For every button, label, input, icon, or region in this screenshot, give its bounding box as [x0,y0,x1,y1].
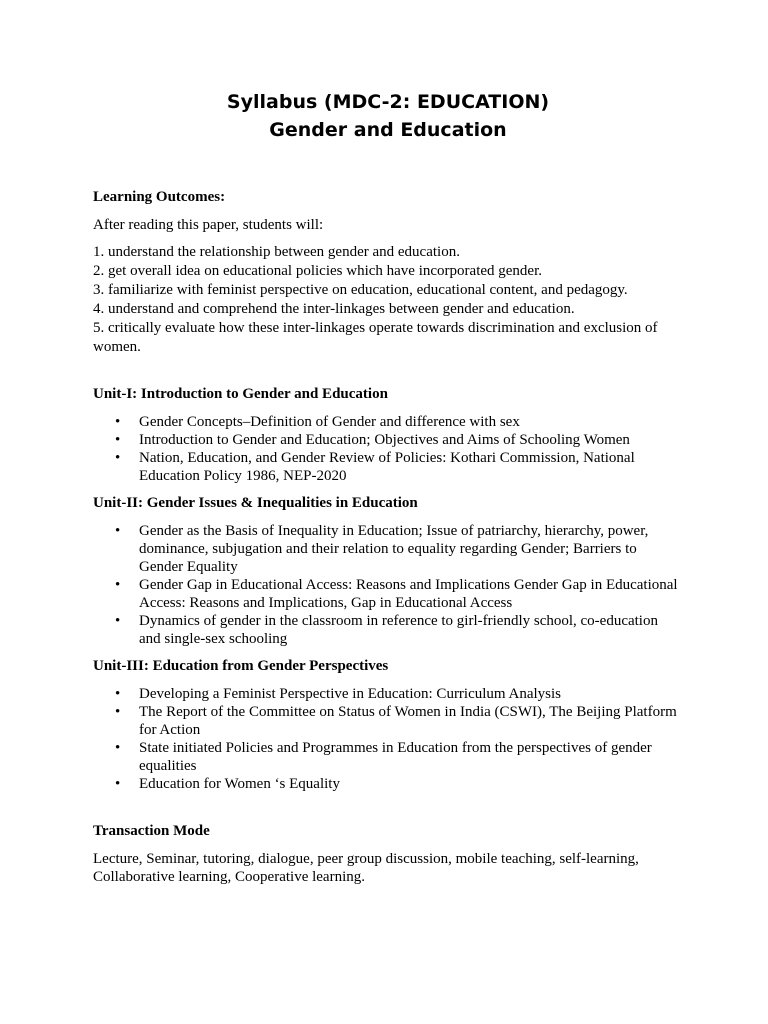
bullet-icon: • [115,577,121,593]
bullet-text: The Report of the Committee on Status of Women in India (CSWI), The Beijing Platform for Action [139,704,677,738]
bullet-icon: • [115,523,121,539]
bullet-icon: • [115,432,121,448]
bullet-icon: • [115,450,121,466]
unit-3-bullets [93,685,683,793]
outcome-item: 2. get overall idea on educational policies which have incorporated gender. [93,263,542,279]
bullet-text: Dynamics of gender in the classroom in reference to girl-friendly school, co-education and single-sex schooling [139,613,658,647]
bullet-icon: • [115,776,121,792]
bullet-text: Gender Gap in Educational Access: Reasons and Implications Gender Gap in Educational Access: Reasons and Implications, Gap in Educational Access [139,577,678,611]
list-item [93,413,683,431]
bullet-icon: • [115,704,121,720]
bullet-text: Nation, Education, and Gender Review of Policies: Kothari Commission, National Education Policy 1986, NEP-2020 [139,450,635,484]
list-item [93,739,683,775]
title-line-1: Syllabus (MDC-2: EDUCATION) [226,91,550,113]
bullet-text: Gender Concepts–Definition of Gender and difference with sex [139,414,520,430]
bullet-icon: • [115,686,121,702]
bullet-text: Introduction to Gender and Education; Objectives and Aims of Schooling Women [139,432,630,448]
unit-2-bullets [93,522,683,648]
bullet-icon: • [115,613,121,629]
unit-3-heading: Unit-III: Education from Gender Perspectives [93,658,389,674]
list-item [93,685,683,703]
bullet-icon: • [115,740,121,756]
list-item [93,449,683,485]
learning-outcomes-intro: After reading this paper, students will: [93,217,324,233]
unit-1-heading: Unit-I: Introduction to Gender and Education [93,386,388,402]
unit-2-heading: Unit-II: Gender Issues & Inequalities in Education [93,495,418,511]
bullet-text: Gender as the Basis of Inequality in Education; Issue of patriarchy, hierarchy, power, dominance, subjugation and their relation to equality regarding Gender; Barriers to Gender Equality [139,523,649,575]
document-title [93,88,683,144]
list-item [93,576,683,612]
transaction-mode-heading: Transaction Mode [93,823,210,839]
list-item [93,431,683,449]
learning-outcomes-list [93,243,683,357]
outcome-item: 3. familiarize with feminist perspective on education, educational content, and pedagogy. [93,282,628,298]
learning-outcomes-heading: Learning Outcomes: [93,189,226,205]
bullet-text: Education for Women ‘s Equality [139,776,340,792]
outcome-item: 1. understand the relationship between gender and education. [93,244,460,260]
syllabus-page [93,88,683,886]
bullet-text: Developing a Feminist Perspective in Education: Curriculum Analysis [139,686,562,702]
transaction-mode-text: Lecture, Seminar, tutoring, dialogue, peer group discussion, mobile teaching, self-learning, Collaborative learning, Cooperative learning. [93,851,639,885]
title-line-2: Gender and Education [269,119,507,141]
list-item [93,775,683,793]
list-item [93,612,683,648]
unit-1-bullets [93,413,683,485]
bullet-icon: • [115,414,121,430]
list-item [93,703,683,739]
bullet-text: State initiated Policies and Programmes in Education from the perspectives of gender equalities [139,740,652,774]
list-item [93,522,683,576]
outcome-item: 5. critically evaluate how these inter-linkages operate towards discrimination and exclusion of women. [93,320,658,355]
outcome-item: 4. understand and comprehend the inter-linkages between gender and education. [93,301,575,317]
